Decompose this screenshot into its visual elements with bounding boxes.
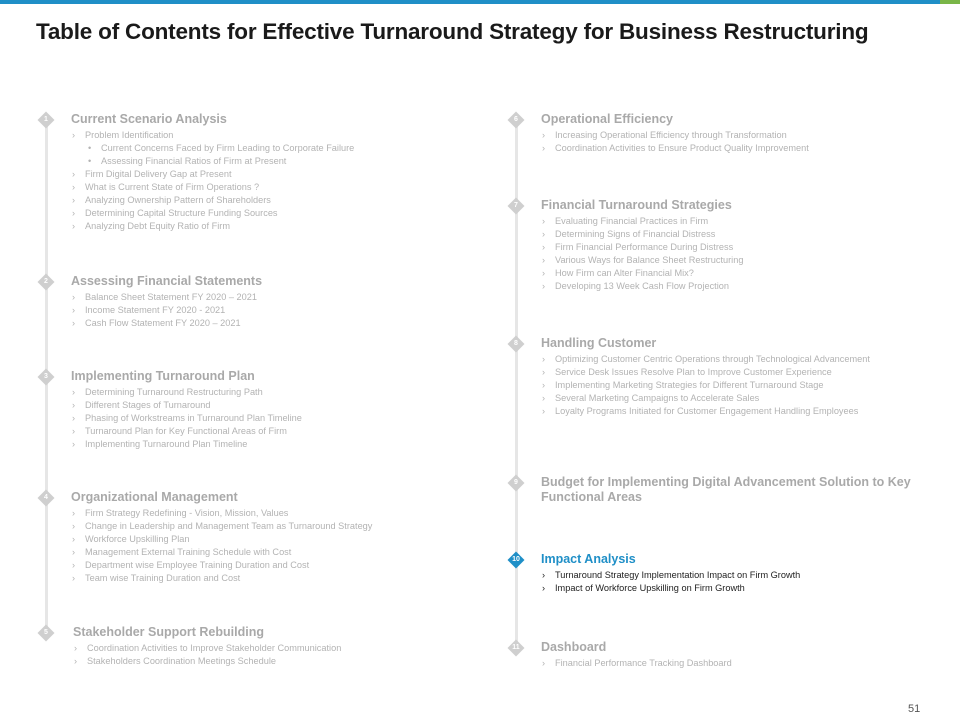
toc-item[interactable]: › Team wise Training Duration and Cost (71, 572, 441, 585)
section-title[interactable]: Assessing Financial Statements (71, 274, 263, 288)
section-number-marker (508, 640, 525, 657)
page-title: Table of Contents for Effective Turnaround Strategy for Business Restructuring (36, 19, 869, 44)
toc-item[interactable]: › Determining Signs of Financial Distress (541, 228, 916, 241)
section-number-marker (38, 490, 55, 507)
toc-item[interactable]: › Management External Training Schedule with Cost (71, 546, 441, 559)
toc-item[interactable]: › Analyzing Debt Equity Ratio of Firm (71, 220, 441, 233)
section-number-marker (508, 112, 525, 129)
page-number: 51 (908, 703, 921, 715)
section-number: 8 (514, 340, 518, 347)
toc-subitem[interactable]: • Assessing Financial Ratios of Firm at Present (71, 155, 441, 168)
section-number: 4 (44, 494, 48, 501)
section-title[interactable]: Impact Analysis (541, 552, 636, 566)
section-item-list (71, 129, 441, 233)
section-title[interactable]: Budget for Implementing Digital Advancement Solution to Key Functional Areas (541, 475, 911, 504)
toc-item[interactable]: › Cash Flow Statement FY 2020 – 2021 (71, 317, 441, 330)
section-item-list (71, 386, 441, 451)
toc-item[interactable]: › Financial Performance Tracking Dashboard (541, 657, 916, 670)
top-accent-bar (0, 0, 940, 4)
section-item-list (541, 657, 916, 670)
section-number: 7 (514, 202, 518, 209)
toc-item[interactable]: › Impact of Workforce Upskilling on Firm Growth (541, 582, 916, 595)
toc-item[interactable]: › Income Statement FY 2020 - 2021 (71, 304, 441, 317)
section-item-list (73, 642, 443, 668)
section-title[interactable]: Implementing Turnaround Plan (71, 369, 255, 383)
section-number: 11 (512, 644, 520, 651)
section-number: 6 (514, 116, 518, 123)
toc-item[interactable]: › Change in Leadership and Management Team as Turnaround Strategy (71, 520, 441, 533)
section-number-marker (38, 112, 55, 129)
section-title[interactable]: Operational Efficiency (541, 112, 673, 126)
toc-item[interactable]: › Increasing Operational Efficiency through Transformation (541, 129, 916, 142)
toc-item[interactable]: › Coordination Activities to Ensure Product Quality Improvement (541, 142, 916, 155)
toc-item[interactable]: › Various Ways for Balance Sheet Restructuring (541, 254, 916, 267)
section-number: 9 (514, 479, 518, 486)
section-item-list (541, 215, 916, 293)
section-number-marker (38, 369, 55, 386)
toc-item[interactable]: › Workforce Upskilling Plan (71, 533, 441, 546)
section-item-list (541, 353, 916, 418)
toc-item[interactable]: › Firm Strategy Redefining - Vision, Mission, Values (71, 507, 441, 520)
toc-item[interactable]: › Firm Financial Performance During Distress (541, 241, 916, 254)
toc-item[interactable]: › Developing 13 Week Cash Flow Projection (541, 280, 916, 293)
toc-item[interactable]: › Loyalty Programs Initiated for Customer Engagement Handling Employees (541, 405, 916, 418)
top-accent-bar-green (940, 0, 960, 4)
toc-item[interactable]: › Firm Digital Delivery Gap at Present (71, 168, 441, 181)
toc-item[interactable]: › Turnaround Plan for Key Functional Areas of Firm (71, 425, 441, 438)
section-title[interactable]: Stakeholder Support Rebuilding (73, 625, 264, 639)
section-number-marker (38, 625, 55, 642)
section-number: 1 (44, 116, 48, 123)
toc-item[interactable]: › Several Marketing Campaigns to Accelerate Sales (541, 392, 916, 405)
toc-item[interactable]: › Problem Identification (71, 129, 441, 142)
toc-item[interactable]: › Turnaround Strategy Implementation Impact on Firm Growth (541, 569, 916, 582)
section-item-list (541, 569, 916, 595)
section-item-list (71, 507, 441, 585)
toc-item[interactable]: › Analyzing Ownership Pattern of Shareholders (71, 194, 441, 207)
toc-item[interactable]: › Stakeholders Coordination Meetings Schedule (73, 655, 443, 668)
section-title[interactable]: Organizational Management (71, 490, 238, 504)
toc-item[interactable]: › Implementing Turnaround Plan Timeline (71, 438, 441, 451)
section-number: 3 (44, 373, 48, 380)
toc-item[interactable]: › Different Stages of Turnaround (71, 399, 441, 412)
toc-item[interactable]: › Optimizing Customer Centric Operations through Technological Advancement (541, 353, 916, 366)
section-number-marker (508, 336, 525, 353)
toc-item[interactable]: › Coordination Activities to Improve Stakeholder Communication (73, 642, 443, 655)
section-item-list (541, 129, 916, 155)
toc-item[interactable]: › Implementing Marketing Strategies for Different Turnaround Stage (541, 379, 916, 392)
section-number-marker (508, 475, 525, 492)
toc-item[interactable]: › Determining Capital Structure Funding Sources (71, 207, 441, 220)
toc-item[interactable]: › Evaluating Financial Practices in Firm (541, 215, 916, 228)
toc-item[interactable]: › Department wise Employee Training Duration and Cost (71, 559, 441, 572)
section-number-marker (38, 274, 55, 291)
toc-item[interactable]: › How Firm can Alter Financial Mix? (541, 267, 916, 280)
section-title[interactable]: Handling Customer (541, 336, 657, 350)
section-number: 10 (512, 556, 520, 563)
section-item-list (71, 291, 441, 330)
toc-subitem[interactable]: • Current Concerns Faced by Firm Leading to Corporate Failure (71, 142, 441, 155)
section-title[interactable]: Dashboard (541, 640, 607, 654)
toc-item[interactable]: › Phasing of Workstreams in Turnaround Plan Timeline (71, 412, 441, 425)
toc-item[interactable]: › Balance Sheet Statement FY 2020 – 2021 (71, 291, 441, 304)
section-number: 5 (44, 629, 48, 636)
section-number-marker (508, 198, 525, 215)
section-number-marker (508, 552, 525, 569)
toc-item[interactable]: › What is Current State of Firm Operations ? (71, 181, 441, 194)
section-number: 2 (44, 278, 48, 285)
section-title[interactable]: Current Scenario Analysis (71, 112, 227, 126)
toc-item[interactable]: › Service Desk Issues Resolve Plan to Improve Customer Experience (541, 366, 916, 379)
section-title[interactable]: Financial Turnaround Strategies (541, 198, 732, 212)
toc-item[interactable]: › Determining Turnaround Restructuring Path (71, 386, 441, 399)
